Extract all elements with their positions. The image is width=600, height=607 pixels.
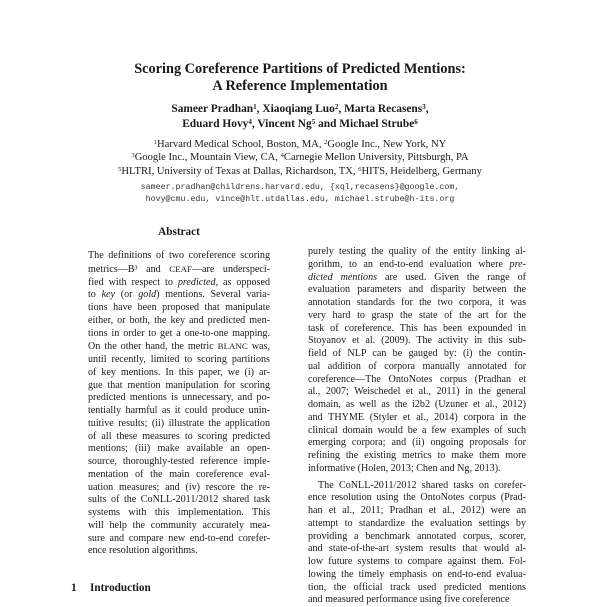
affiliation-text: Google Inc., New York, NY xyxy=(327,139,446,150)
body-line: coreference—The OntoNotes corpus (Pradhan et xyxy=(308,374,526,387)
affiliation-text: Carnegie Mellon University, Pittsburgh, PA xyxy=(284,152,469,163)
author-list xyxy=(0,102,600,132)
abstract-line: sults of the CoNLL-2011/2012 shared task xyxy=(88,494,270,507)
body-line: gorithm, to an end-to-end evaluation where pre- xyxy=(308,259,526,272)
body-line: ual addition of corpora manually annotated for xyxy=(308,361,526,374)
section-heading xyxy=(71,582,151,594)
affiliation-list xyxy=(0,138,600,178)
body-line: The CoNLL-2011/2012 shared tasks on corefer- xyxy=(308,480,526,493)
abstract-line: mentation of the main coreference eval- xyxy=(88,469,270,482)
affiliation-sup: 4 xyxy=(281,152,284,159)
abstract-line: fied with respect to predicted, as opposed xyxy=(88,277,270,290)
right-paragraph-1 xyxy=(308,246,526,476)
abstract-line: source, thoroughly-tested reference imple- xyxy=(88,456,270,469)
author-name: Xiaoqiang Luo xyxy=(262,103,334,115)
author-sup: 1 xyxy=(253,103,257,111)
body-line: annotation standards for the two corpora, it was xyxy=(308,297,526,310)
abstract-line: sure and compare new end-to-end corefer- xyxy=(88,533,270,546)
author-line-2: Eduard Hovy$^4$, Vincent Ng$^5$ and Michael Strube$^6$ xyxy=(0,117,600,132)
affiliation-sup: 1 xyxy=(154,139,157,146)
right-paragraph-2 xyxy=(308,480,526,607)
email-line-1: sameer.pradhan@childrens.harvard.edu, {xql,recasens}@google.com, xyxy=(0,182,600,194)
body-line: tion, the official track used predicted mentions xyxy=(308,582,526,595)
email-line-2: hovy@cmu.edu, vince@hlt.utdallas.edu, michael.strube@h-its.org xyxy=(0,194,600,206)
body-line: attempt to standardize the evaluation settings by xyxy=(308,518,526,531)
small-caps-text: CEAF xyxy=(169,264,192,274)
affiliation-sup: 5 xyxy=(118,166,121,173)
body-line: purely testing the quality of the entity linking al- xyxy=(308,246,526,259)
abstract-line: metrics—B³ and CEAF—are underspeci- xyxy=(88,263,270,277)
abstract-line: On the other hand, the metric BLANC was, xyxy=(88,340,270,354)
author-name: Sameer Pradhan xyxy=(171,103,253,115)
abstract-heading: Abstract xyxy=(84,226,274,238)
abstract-line: The definitions of two coreference scoring xyxy=(88,250,270,263)
body-line: al., 2007; Weischedel et al., 2011) in the general xyxy=(308,386,526,399)
intro-continuation xyxy=(308,246,526,607)
abstract-line: ence resolution algorithms. xyxy=(88,545,270,558)
email-list xyxy=(0,182,600,205)
author-sup: 4 xyxy=(248,118,252,126)
author-sup: 5 xyxy=(312,118,316,126)
body-line: refining the existing metrics to make them more xyxy=(308,450,526,463)
abstract-line: systems with this implementation. This xyxy=(88,507,270,520)
abstract-line: either, or both, the key and predicted men- xyxy=(88,315,270,328)
abstract-line: gue that mention manipulation for scoring xyxy=(88,380,270,393)
author-sup: 2 xyxy=(335,103,339,111)
abstract-line: tuitive results; (ii) illustrate the application xyxy=(88,418,270,431)
abstract-line: of key mentions. In this paper, we (i) ar- xyxy=(88,367,270,380)
body-line: ence resolution using the OntoNotes corpus (Prad- xyxy=(308,492,526,505)
affiliation-sup: 3 xyxy=(131,152,134,159)
author-name: Eduard Hovy xyxy=(182,118,248,130)
section-number: 1 xyxy=(71,582,90,594)
affiliation-sup: 6 xyxy=(358,166,361,173)
affiliation-line xyxy=(0,138,600,151)
abstract-line: tentially harmful as it could produce unin- xyxy=(88,405,270,418)
affiliation-text: Google Inc., Mountain View, CA, xyxy=(135,152,281,163)
abstract-line: until recently, limited to scoring partitions xyxy=(88,354,270,367)
abstract-line: to key (or gold) mentions. Several varia- xyxy=(88,289,270,302)
abstract-line: tions in order to get a one-to-one mapping. xyxy=(88,328,270,341)
affiliation-sup: 2 xyxy=(324,139,327,146)
body-line: lowing the timely emphasis on end-to-end evalua- xyxy=(308,569,526,582)
small-caps-text: BLANC xyxy=(218,341,248,351)
body-line: field of NLP can be gauged by: (i) the contin- xyxy=(308,348,526,361)
section-title: Introduction xyxy=(90,582,151,594)
author-line-1: Sameer Pradhan$^1$, Xiaoqiang Luo$^2$, Marta Recasens$^3$, xyxy=(0,102,600,117)
body-line: dicted mentions are used. Given the range of xyxy=(308,272,526,285)
affiliation-text: HITS, Heidelberg, Germany xyxy=(361,166,481,177)
abstract-line: mentions; (iii) make available an open- xyxy=(88,443,270,456)
author-name: Vincent Ng xyxy=(257,118,311,130)
affiliation-line xyxy=(0,151,600,164)
body-line: very hard to grasp the state of the art for the xyxy=(308,310,526,323)
abstract-line: uation measures; and (iv) rescore the re- xyxy=(88,482,270,495)
author-sup: 3 xyxy=(422,103,426,111)
author-name: Michael Strube xyxy=(339,118,414,130)
abstract-body xyxy=(88,250,270,558)
emphasis-text: gold xyxy=(138,289,156,300)
title-line-2: A Reference Implementation xyxy=(0,78,600,95)
body-line: task of coreference. This has been expounded in xyxy=(308,323,526,336)
body-line: and state-of-the-art system results that would al- xyxy=(308,543,526,556)
body-line: providing a benchmark annotated corpus, scorer, xyxy=(308,531,526,544)
body-line: and measured performance using five coreference xyxy=(308,594,526,607)
title-line-1: Scoring Coreference Partitions of Predicted Mentions: xyxy=(0,61,600,78)
paper-title xyxy=(0,61,600,95)
author-sup: 6 xyxy=(414,118,418,126)
emphasis-text: key xyxy=(102,289,115,300)
abstract-line: predicted mentions is unnecessary, and po- xyxy=(88,392,270,405)
affiliation-text: Harvard Medical School, Boston, MA, xyxy=(157,139,324,150)
body-line: and THYME (Styler et al., 2014) corpora in the xyxy=(308,412,526,425)
emphasis-text: predicted xyxy=(178,277,216,288)
body-line: clinical domain would be a few examples of such xyxy=(308,425,526,438)
body-line: evaluation parameters and disparity between the xyxy=(308,284,526,297)
body-line: han et al., 2011; Pradhan et al., 2012) were an xyxy=(308,505,526,518)
abstract-line: tions have been proposed that manipulate xyxy=(88,302,270,315)
body-line: informative (Holen, 2013; Chen and Ng, 2013). xyxy=(308,463,526,476)
author-name: Marta Recasens xyxy=(344,103,422,115)
body-line: low future systems to compare against them. Fol- xyxy=(308,556,526,569)
abstract-line: will help the community accurately mea- xyxy=(88,520,270,533)
emphasis-text: dicted mentions xyxy=(308,272,377,283)
affiliation-line xyxy=(0,165,600,178)
body-line: emerging corpora; and (ii) ongoing proposals for xyxy=(308,437,526,450)
emphasis-text: pre- xyxy=(510,259,526,270)
affiliation-text: HLTRI, University of Texas at Dallas, Richardson, TX, xyxy=(121,166,358,177)
abstract-line: of all these measures to scoring predicted xyxy=(88,431,270,444)
body-line: Stoyanov et al. (2009). The activity in this sub- xyxy=(308,335,526,348)
body-line: domain, as well as the i2b2 (Uzuner et al., 2012) xyxy=(308,399,526,412)
